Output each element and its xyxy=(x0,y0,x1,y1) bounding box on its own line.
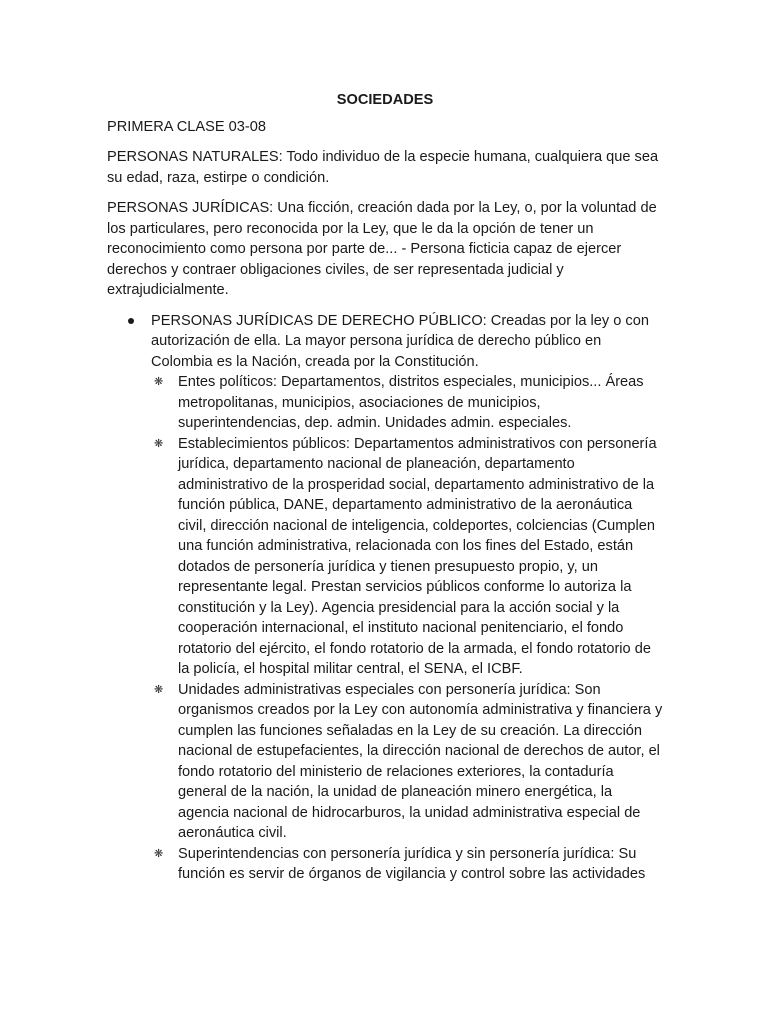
list-item xyxy=(107,311,663,885)
legal-persons-paragraph: PERSONAS JURÍDICAS: Una ficción, creación dada por la Ley, o, por la voluntad de los particulares, pero reconocida por la Ley, que le da la opción de tener un reconocimiento como persona por parte de... - Persona ficticia capaz de ejercer derechos y contraer obligaciones civiles, de ser representada judicial y extrajudicialmente. xyxy=(107,200,657,298)
sub-bullet-list xyxy=(151,372,663,885)
bullet-dot-icon xyxy=(128,318,134,324)
public-establishments-text: Establecimientos públicos: Departamentos administrativos con personería jurídica, departamento nacional de planeación, departamento administrativo de la prosperidad social, departamento administrativo de la función pública, DANE, departamento administrativo de la aeronáutica civil, dirección nacional de inteligencia, coldeportes, colciencias (Cumplen una función administrativa, relacionada con los fines del Estado, están dotados de personería jurídica y tienen presupuesto propio, y, un representante legal. Prestan servicios públicos conforme lo autoriza la constitución y la Ley). Agencia presidencial para la acción social y la cooperación internacional, el instituto nacional penitenciario, el fondo rotatorio del ejército, el fondo rotatorio de la armada, el fondo rotatorio de la policía, el hospital militar central, el SENA, el ICBF. xyxy=(178,435,657,677)
document-page xyxy=(107,90,663,885)
asterisk-bullet-icon: ❋ xyxy=(154,437,164,450)
natural-persons-paragraph: PERSONAS NATURALES: Todo individuo de la especie humana, cualquiera que sea su edad, raza, estirpe o condición. xyxy=(107,149,659,186)
superintendencies-text: Superintendencias con personería jurídica y sin personería jurídica: Su función es servir de órganos de vigilancia y control sobre las actividades xyxy=(178,845,646,882)
list-item xyxy=(151,680,663,844)
list-item xyxy=(151,844,663,885)
asterisk-bullet-icon: ❋ xyxy=(154,683,164,696)
class-heading: PRIMERA CLASE 03-08 xyxy=(107,118,266,135)
main-bullet-list xyxy=(107,311,663,885)
political-entities-text: Entes políticos: Departamentos, distritos especiales, municipios... Áreas metropolitanas, municipios, asociaciones de municipios, superintendencias, dep. admin. Unidades admin. especiales. xyxy=(178,374,644,431)
list-item xyxy=(151,372,663,434)
document-title: SOCIEDADES xyxy=(336,92,434,108)
public-law-persons-text: PERSONAS JURÍDICAS DE DERECHO PÚBLICO: Creadas por la ley o con autorización de ella. La mayor persona jurídica de derecho público en Colombia es la Nación, creada por la Constitución. xyxy=(151,312,649,370)
special-admin-units-text: Unidades administrativas especiales con personería jurídica: Son organismos creados por la Ley con autonomía administrativa y financiera y cumplen las funciones señaladas en la Ley de su creación. La dirección nacional de estupefacientes, la dirección nacional de derechos de autor, el fondo rotatorio del ministerio de relaciones exteriores, la contaduría general de la nación, la unidad de planeación minero energética, la agencia nacional de hidrocarburos, la unidad administrativa especial de aeronáutica civil. xyxy=(178,681,663,841)
list-item xyxy=(151,434,663,680)
asterisk-bullet-icon: ❋ xyxy=(154,376,164,388)
asterisk-bullet-icon: ❋ xyxy=(154,847,164,860)
